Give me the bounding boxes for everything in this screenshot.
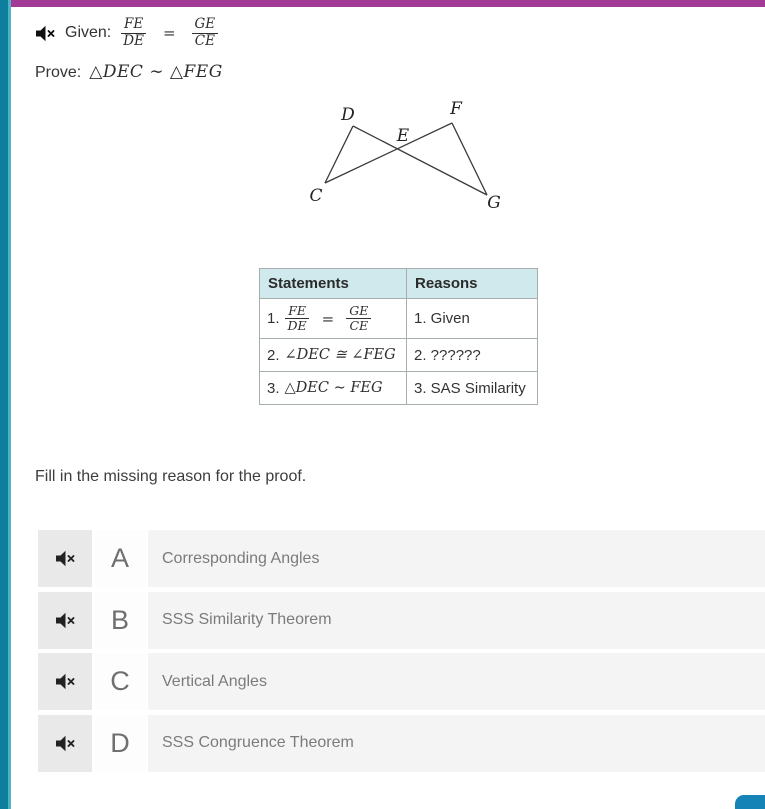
equals-sign: = [162,24,176,43]
option-audio-cell[interactable] [38,592,92,649]
fraction-denominator: DE [123,32,144,49]
muted-speaker-icon[interactable] [55,550,76,567]
option-audio-cell[interactable] [38,530,92,587]
option-letter[interactable]: D [95,715,146,772]
prove-line [35,62,223,82]
statements-header: Statements [260,269,407,299]
answer-option-a[interactable] [38,530,765,587]
option-audio-cell[interactable] [38,715,92,772]
statement-number: 1. [267,310,280,327]
left-accent-bar [0,0,11,809]
fraction-denominator: DE [287,318,307,333]
option-letter[interactable]: C [95,653,146,710]
given-fraction-left [120,17,147,49]
statement-number: 3. [267,379,280,397]
option-audio-cell[interactable] [38,653,92,710]
table-row [260,372,538,405]
fraction-denominator: CE [194,32,215,49]
muted-speaker-icon[interactable] [55,673,76,690]
triangle-diagram [300,98,522,216]
option-text[interactable]: SSS Congruence Theorem [148,715,765,772]
statement-math: ∠DEC ≅ ∠FEG [284,347,396,363]
answer-options [38,530,765,776]
fraction-numerator: FE [121,17,146,34]
vertex-label-c: C [309,186,323,206]
reason-cell: 2. ?????? [407,339,538,372]
table-row [260,299,538,339]
statement-number: 2. [267,346,280,364]
prove-label: Prove: [35,64,82,81]
prove-statement: △DEC ∼ △FEG [89,62,223,82]
fraction-numerator: GE [346,304,371,319]
fraction-numerator: GE [192,17,219,34]
equals-sign: = [321,309,335,328]
fraction-denominator: CE [349,318,369,333]
muted-speaker-icon[interactable] [35,25,56,42]
next-button[interactable] [735,795,765,809]
table-row [260,339,538,372]
statement-math: △DEC ∼ FEG [284,380,383,396]
statement-fraction-right [346,304,371,334]
vertex-label-f: F [450,99,462,119]
option-text[interactable]: Vertical Angles [148,653,765,710]
given-label: Given: [65,24,112,42]
vertex-label-e: E [396,126,410,146]
muted-speaker-icon[interactable] [55,612,76,629]
top-accent-bar [11,0,765,7]
proof-table [259,268,538,405]
option-text[interactable]: SSS Similarity Theorem [148,592,765,649]
muted-speaker-icon[interactable] [55,735,76,752]
given-line [35,17,218,49]
vertex-label-g: G [487,193,501,213]
answer-option-c[interactable] [38,653,765,710]
vertex-label-d: D [341,105,355,125]
table-header-row [260,269,538,299]
reasons-header: Reasons [407,269,538,299]
question-prompt: Fill in the missing reason for the proof. [35,468,307,485]
given-fraction-right [192,17,219,49]
reason-cell: 3. SAS Similarity [407,372,538,405]
answer-option-d[interactable] [38,715,765,772]
option-text[interactable]: Corresponding Angles [148,530,765,587]
reason-cell: 1. Given [407,299,538,339]
statement-fraction-left [285,304,310,334]
answer-option-b[interactable] [38,592,765,649]
option-letter[interactable]: A [95,530,146,587]
fraction-numerator: FE [285,304,309,319]
option-letter[interactable]: B [95,592,146,649]
